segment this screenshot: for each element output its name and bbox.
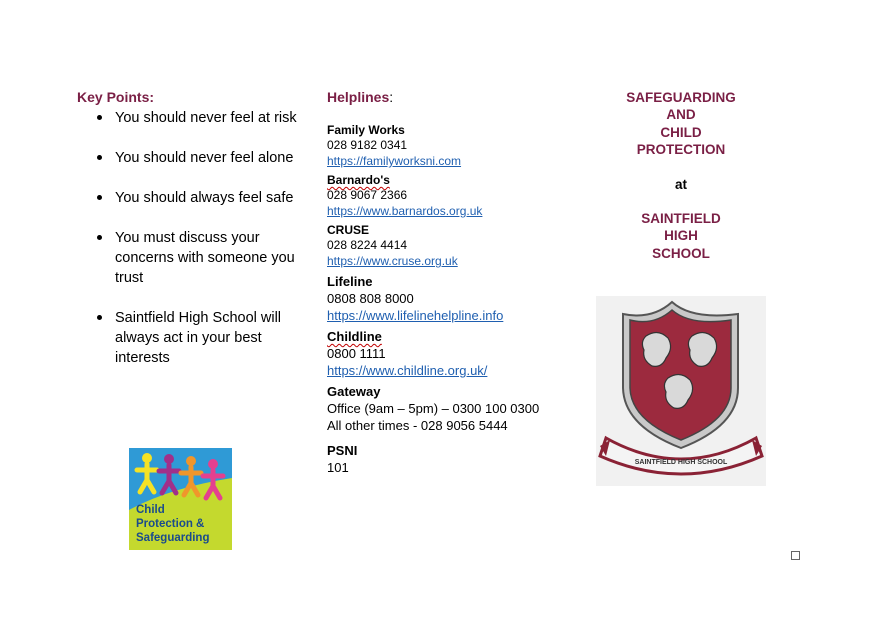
helpline-link[interactable]: https://www.cruse.org.uk [327, 254, 458, 268]
helpline-cruse [327, 223, 567, 269]
helpline-lifeline [327, 273, 567, 324]
helpline-name: Childline [327, 329, 382, 344]
key-points-list [77, 108, 307, 368]
helplines-section [327, 89, 567, 480]
school-crest [596, 296, 766, 486]
helpline-psni [327, 442, 567, 476]
helpline-link[interactable]: https://www.childline.org.uk/ [327, 363, 488, 378]
helpline-number: 0800 1111 [327, 346, 386, 361]
logo-text: Child Protection & Safeguarding [136, 504, 210, 544]
helpline-number: 028 8224 4414 [327, 238, 408, 252]
list-item: You should never feel alone [115, 148, 307, 168]
helpline-link[interactable]: https://www.barnardos.org.uk [327, 204, 483, 218]
helpline-link[interactable]: https://familyworksni.com [327, 154, 462, 168]
helplines-title: Helplines: [327, 89, 394, 105]
list-item: You must discuss your concerns with someone you trust [115, 228, 307, 288]
cover-title: SAFEGUARDING AND CHILD PROTECTION at SAINTFIELD HIGH SCHOOL [626, 90, 736, 261]
helpline-barnardos [327, 173, 567, 219]
list-item: Saintfield High School will always act in your best interests [115, 308, 307, 368]
helpline-number: 101 [327, 460, 349, 475]
helpline-hours-other: All other times - 028 9056 5444 [327, 418, 508, 433]
helpline-number: 028 9182 0341 [327, 138, 408, 152]
helpline-gateway [327, 383, 567, 434]
key-points-title: Key Points: [77, 89, 155, 105]
helpline-number: 028 9067 2366 [327, 188, 408, 202]
school-crest-shield-icon [596, 296, 766, 486]
child-protection-logo [129, 448, 232, 550]
helpline-name: Barnardo's [327, 173, 390, 187]
helpline-hours-office: Office (9am – 5pm) – 0300 100 0300 [327, 401, 540, 416]
helpline-name: Gateway [327, 384, 381, 399]
list-item: You should never feel at risk [115, 108, 307, 128]
helpline-number: 0808 808 8000 [327, 291, 414, 306]
helpline-name: PSNI [327, 443, 358, 458]
crest-banner-text: SAINTFIELD HIGH SCHOOL [634, 459, 728, 466]
helpline-link[interactable]: https://www.lifelinehelpline.info [327, 308, 504, 323]
helpline-childline [327, 328, 567, 379]
helpline-family-works [327, 123, 567, 169]
helpline-name: CRUSE [327, 223, 370, 237]
checkbox-marker [791, 551, 800, 560]
list-item: You should always feel safe [115, 188, 307, 208]
helpline-name: Lifeline [327, 274, 373, 289]
helpline-name: Family Works [327, 123, 405, 137]
key-points-section [77, 89, 307, 388]
